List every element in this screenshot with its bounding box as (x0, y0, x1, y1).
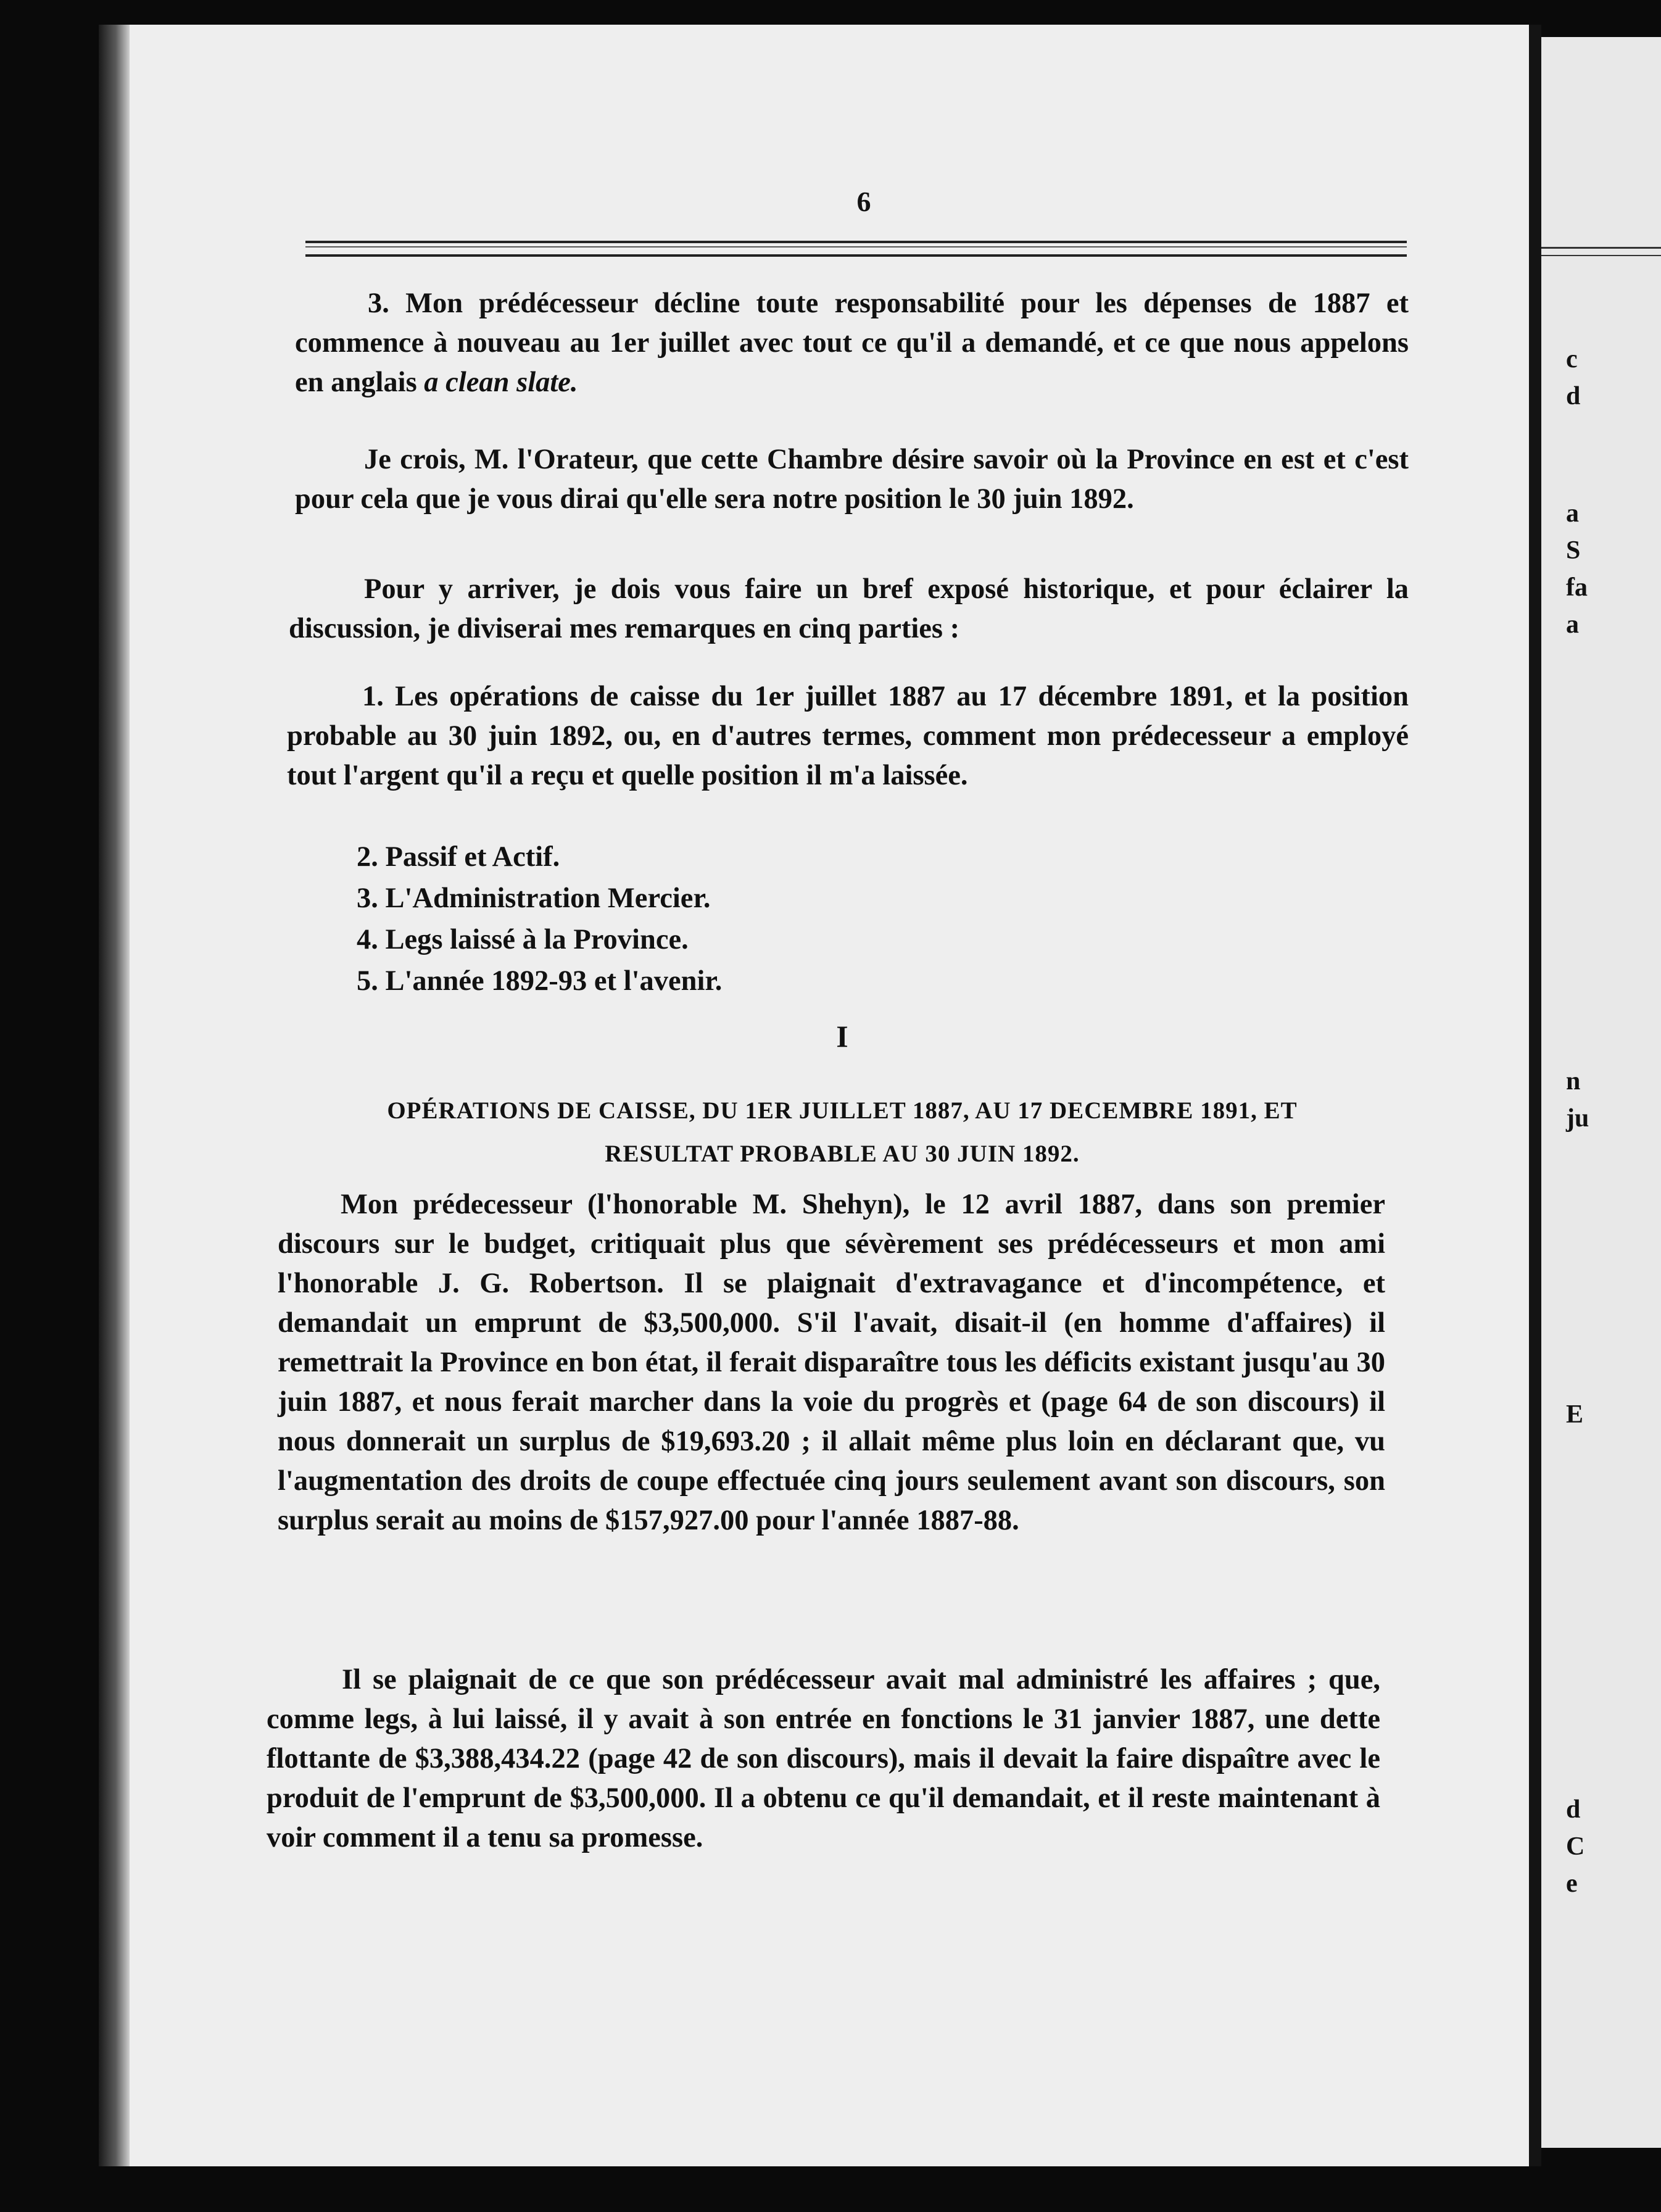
paragraph-dette-flottante: Il se plaignait de ce que son prédécesseur avait mal administré les affaires ; que, comme legs, à lui laissé, il y avait à son entrée en fonctions le 31 janvier 1887, une dette flottante de $3,388,434.22 (page 42 de son discours), mais il devait la faire dispaître avec le produit de l'emprunt de $3,500,000. Il a obtenu ce qu'il demandait, et il reste maintenant à voir comment il a tenu sa promesse. (267, 1664, 1380, 1853)
paragraph-orateur: Je crois, M. l'Orateur, que cette Chambre désire savoir où la Province en est et c'est pour cela que je vous dirai qu'elle sera notre position le 30 juin 1892. (295, 444, 1409, 515)
adjacent-fragment: e (1566, 1869, 1578, 1898)
header-rule (305, 241, 1407, 257)
list-item: 3. L'Administration Mercier. (357, 883, 711, 914)
page-number: 6 (856, 186, 871, 217)
paragraph-expose: Pour y arriver, je dois vous faire un bref exposé historique, et pour éclairer la discussion, je diviserai mes remarques en cinq parties : (289, 573, 1409, 644)
section-heading-line-2: RESULTAT PROBABLE AU 30 JUIN 1892. (605, 1141, 1080, 1167)
book-gutter (1529, 25, 1541, 2166)
paragraph-text: 3. Mon prédécesseur décline toute responsabilité pour les dépenses de 1887 et commence à nouveau au 1er juillet avec tout ce qu'il a demandé, et ce que nous appelons en anglais (295, 288, 1409, 398)
section-heading (281, 1089, 1404, 1176)
list-item-1: 1. Les opérations de caisse du 1er juillet 1887 au 17 décembre 1891, et la position probable au 30 juin 1892, ou, en d'autres termes, comment mon prédecesseur a employé tout l'argent qu'il a reçu et quelle position il m'a laissée. (287, 681, 1409, 791)
section-numeral: I (836, 1019, 848, 1054)
list-item: 4. Legs laissé à la Province. (357, 924, 689, 955)
adjacent-fragment: E (1566, 1400, 1584, 1429)
adjacent-fragment: a (1566, 499, 1579, 528)
adjacent-fragment: S (1566, 536, 1581, 565)
adjacent-fragment: d (1566, 1795, 1581, 1824)
italic-phrase: a clean slate. (424, 367, 578, 398)
adjacent-fragment: C (1566, 1832, 1585, 1861)
page-edge-shadow (99, 25, 130, 2166)
paragraph-clean-slate (295, 284, 1409, 402)
adjacent-fragment: c (1566, 345, 1578, 373)
list-item: 2. Passif et Actif. (357, 841, 560, 873)
list-item: 5. L'année 1892-93 et l'avenir. (357, 965, 723, 997)
adjacent-fragment: n (1566, 1067, 1581, 1096)
adjacent-fragment: fa (1566, 573, 1588, 602)
adjacent-fragment: a (1566, 610, 1579, 639)
adjacent-fragment: ju (1566, 1104, 1589, 1133)
adjacent-fragment: d (1566, 382, 1581, 410)
paragraph-shehyn: Mon prédecesseur (l'honorable M. Shehyn), le 12 avril 1887, dans son premier discours sur le budget, critiquait plus que sévèrement ses prédécesseurs et mon ami l'honorable J. G. Robertson. Il se plaignait d'extravagance et d'incompétence, et demandait un emprunt de $3,500,000. S'il l'avait, disait-il (en homme d'affaires) il remettrait la Province en bon état, il ferait disparaître tous les déficits existant jusqu'au 30 juin 1887, et nous ferait marcher dans la voie du progrès et (page 64 de son discours) il nous donnerait un surplus de $19,693.20 ; il allait même plus loin en déclarant que, vu l'augmentation des droits de coupe effectuée cinq jours seulement avant son discours, son surplus serait au moins de $157,927.00 pour l'année 1887-88. (278, 1189, 1385, 1536)
section-heading-line-1: OPÉRATIONS DE CAISSE, DU 1ER JUILLET 1887, AU 17 DECEMBRE 1891, ET (387, 1097, 1298, 1124)
adjacent-page-rule (1541, 247, 1661, 256)
adjacent-page-fragment (1541, 37, 1661, 2148)
parts-list (357, 836, 722, 1002)
